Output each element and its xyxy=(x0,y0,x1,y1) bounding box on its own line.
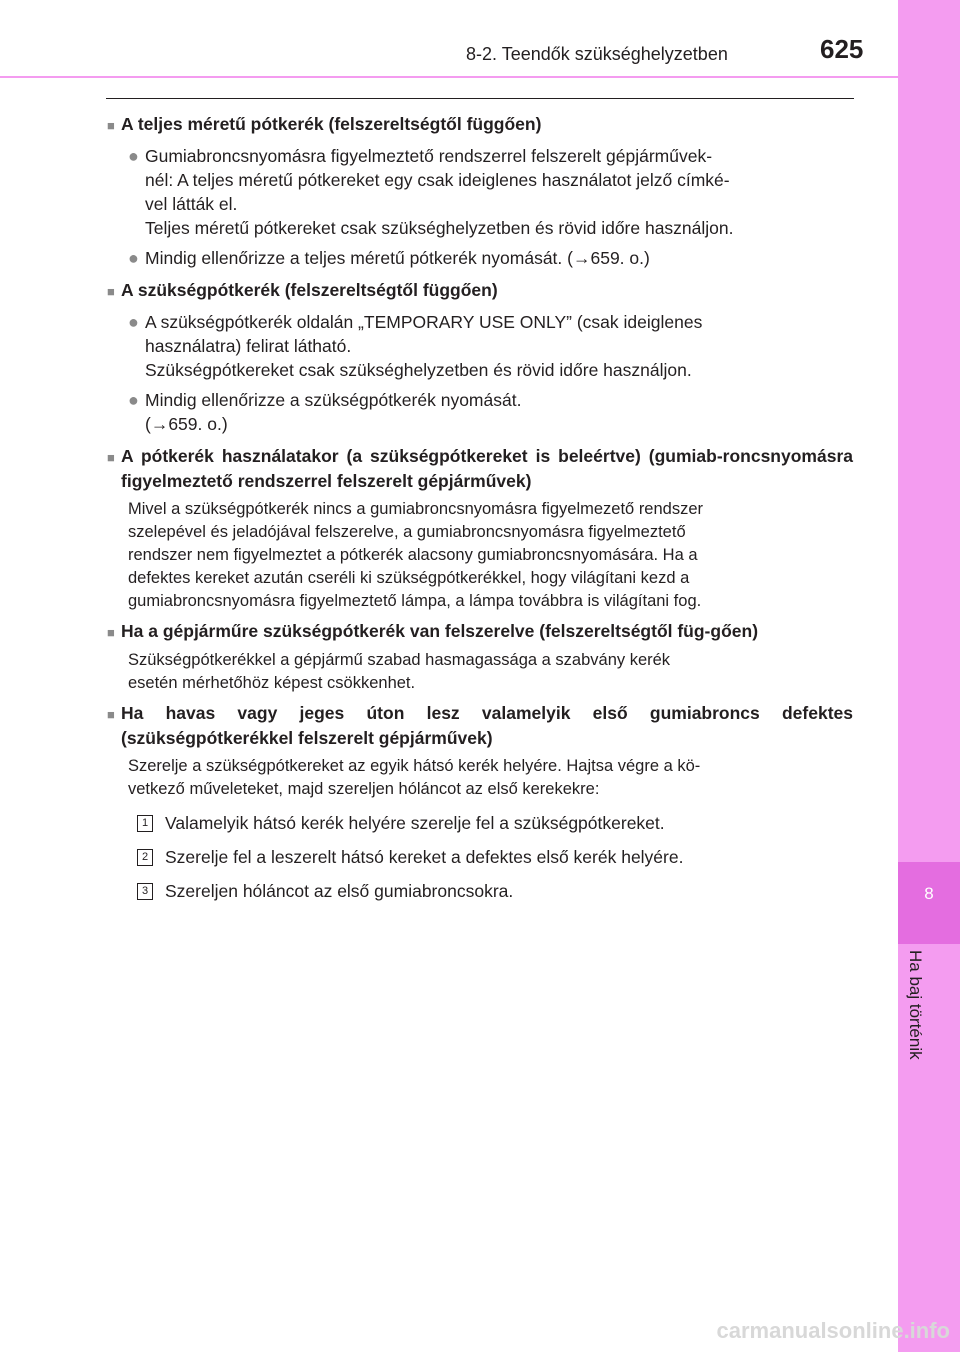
chapter-side-tab xyxy=(898,0,960,1352)
circle-bullet-icon: ● xyxy=(128,312,139,332)
step-text: Szereljen hóláncot az első gumiabroncsokra. xyxy=(165,881,514,901)
step-item xyxy=(107,811,853,835)
circle-bullet-icon: ● xyxy=(128,248,139,268)
step-text: Szerelje fel a leszerelt hátsó kereket a defektes első kerék helyére. xyxy=(165,847,684,867)
square-bullet-icon: ■ xyxy=(107,118,115,133)
step-item xyxy=(107,845,853,869)
page-number: 625 xyxy=(820,34,864,64)
list-item: ● Gumiabroncsnyomásra figyelmeztető rendszerrel felszerelt gépjárművek- nél: A teljes méretű pótkereket egy csak ideiglenes használatot jelző címké- vel látták el. Teljes méretű pótkereket csak szükséghelyzetben és rövid időre használjon. xyxy=(128,146,734,238)
list-item: ● Mindig ellenőrizze a szükségpótkerék nyomását. (→659. o.) xyxy=(128,390,522,434)
chapter-title: Ha baj történik xyxy=(906,950,925,1060)
square-bullet-icon: ■ xyxy=(107,450,115,465)
section-heading: ■ A teljes méretű pótkerék (felszereltségtől függően) xyxy=(107,112,853,138)
chapter-number: 8 xyxy=(924,884,934,903)
header-divider xyxy=(0,76,898,78)
step-item xyxy=(107,879,853,903)
square-bullet-icon: ■ xyxy=(107,707,115,722)
paragraph: Mivel a szükségpótkerék nincs a gumiabroncsnyomásra figyelmezető rendszer szelepével és jeladójával felszerelve, a gumiabroncsnyomásra figyelmeztető rendszer nem figyelmeztet a pótkerék alacsony gumiabroncsnyomására. Ha a defektes kereket azután cseréli ki szükségpótkerékkel, hogy világítani kezd a gumiabroncsnyomásra figyelmeztető lámpa, a lámpa továbbra is világítani fog. xyxy=(128,500,704,610)
paragraph: Szerelje a szükségpótkereket az egyik hátsó kerék helyére. Hajtsa végre a kö- vetkező műveleteket, majd szereljen hóláncot az első kerekekre: xyxy=(128,757,701,798)
list-item: ● A szükségpótkerék oldalán „TEMPORARY USE ONLY” (csak ideiglenes használatra) felirat látható. Szükségpótkereket csak szükséghelyzetben és rövid időre használjon. xyxy=(128,312,703,380)
section-heading: ■ Ha havas vagy jeges úton lesz valamelyik első gumiabroncs defektes (szükségpótkerékkel felszerelt gépjárművek) xyxy=(107,701,853,751)
content-top-rule xyxy=(106,98,854,99)
watermark: carmanualsonline.info xyxy=(716,1318,950,1343)
page-content xyxy=(107,108,853,903)
step-number: 3 xyxy=(137,883,153,900)
section-heading: ■ Ha a gépjárműre szükségpótkerék van felszerelve (felszereltségtől füg-gően) xyxy=(107,619,853,645)
section-heading: ■ A szükségpótkerék (felszereltségtől függően) xyxy=(107,278,853,304)
step-number: 2 xyxy=(137,849,153,866)
section-heading: ■ A pótkerék használatakor (a szükségpótkereket is beleértve) (gumiab-roncsnyomásra figyelmeztető rendszerrel felszerelt gépjárművek) xyxy=(107,444,853,494)
square-bullet-icon: ■ xyxy=(107,284,115,299)
square-bullet-icon: ■ xyxy=(107,625,115,640)
step-number: 1 xyxy=(137,815,153,832)
section-title: 8-2. Teendők szükséghelyzetben xyxy=(466,44,728,64)
paragraph: Szükségpótkerékkel a gépjármű szabad hasmagassága a szabvány kerék esetén mérhetőhöz képest csökkenhet. xyxy=(128,651,671,692)
circle-bullet-icon: ● xyxy=(128,390,139,410)
step-text: Valamelyik hátsó kerék helyére szerelje fel a szükségpótkereket. xyxy=(165,813,665,833)
circle-bullet-icon: ● xyxy=(128,146,139,166)
list-item: ● Mindig ellenőrizze a teljes méretű pótkerék nyomását. (→659. o.) xyxy=(128,248,650,268)
